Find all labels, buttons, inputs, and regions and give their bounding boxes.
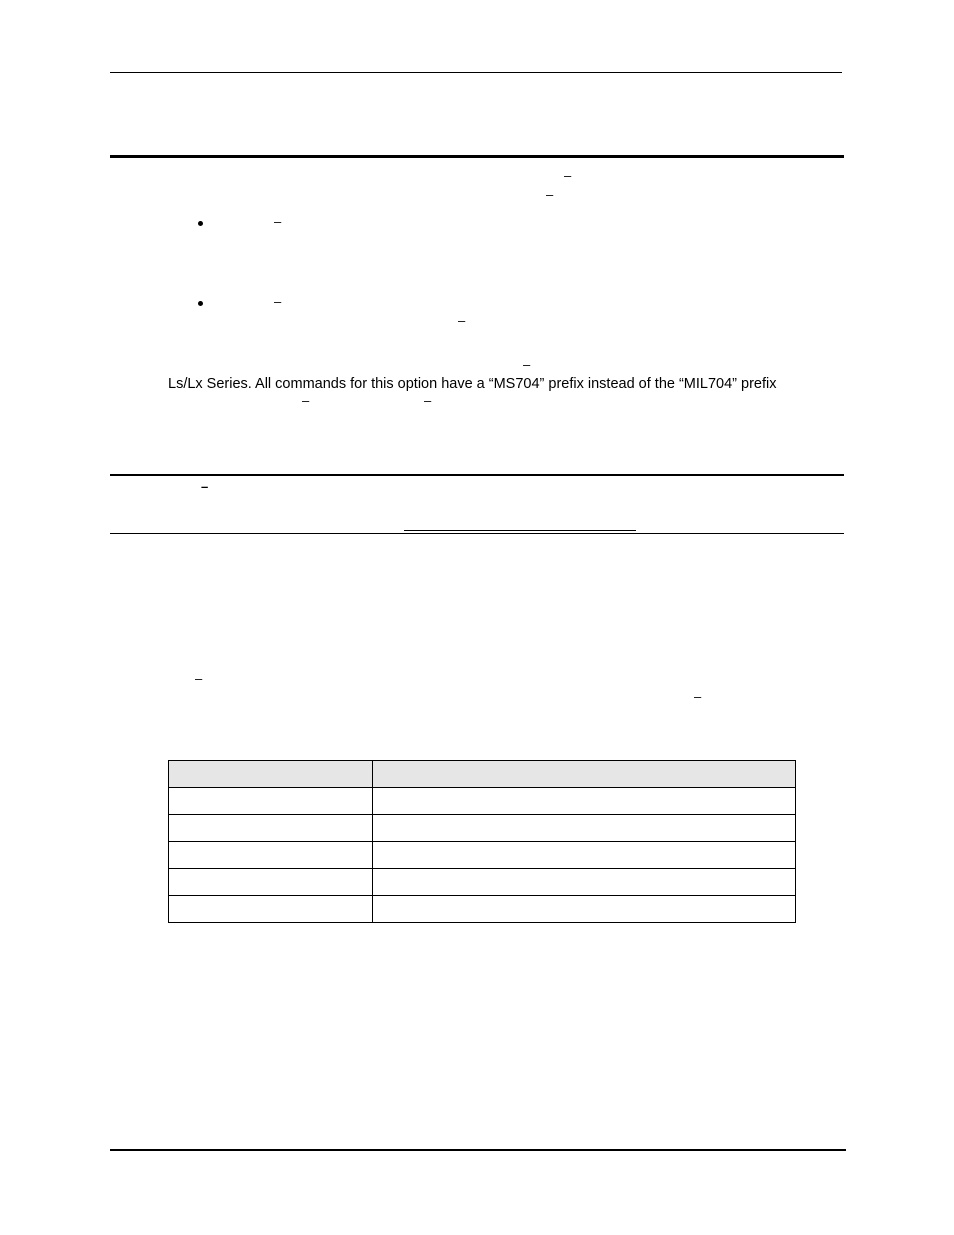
table-cell: [169, 896, 373, 923]
bullet-2-dash-b: –: [458, 313, 466, 328]
bullet-2: [198, 301, 203, 306]
table-cell: [373, 896, 796, 923]
paragraph-dash-2: –: [302, 393, 310, 408]
table-header-row: [169, 761, 796, 788]
section-heading-rule: [110, 155, 844, 158]
table-row: [169, 896, 796, 923]
paragraph-text: Ls/Lx Series. All commands for this option have a “MS704” prefix instead of the “MIL704” prefix: [168, 376, 777, 392]
bullet-2-dash: –: [274, 294, 282, 309]
table-cell: [373, 869, 796, 896]
option-table: [168, 760, 796, 923]
table-header-cell: [169, 761, 373, 788]
table-cell: [169, 842, 373, 869]
lower-dash-1: –: [195, 671, 203, 686]
table-cell: [373, 842, 796, 869]
table-row: [169, 788, 796, 815]
bullet-1: [198, 221, 203, 226]
table-header-cell: [373, 761, 796, 788]
table-row: [169, 842, 796, 869]
table-cell: [373, 815, 796, 842]
intro-dash-1: –: [564, 168, 572, 183]
paragraph-dash-3: –: [424, 393, 432, 408]
table-cell: [169, 869, 373, 896]
table-cell: [169, 788, 373, 815]
intro-dash-2: –: [546, 187, 554, 202]
note-top-rule: [110, 474, 844, 476]
paragraph-dash-1: –: [523, 357, 531, 372]
lower-dash-2: –: [694, 689, 702, 704]
header-rule: [110, 72, 842, 73]
note-bottom-rule: [110, 533, 844, 534]
table-cell: [169, 815, 373, 842]
note-link-underline[interactable]: [404, 530, 636, 531]
table-cell: [373, 788, 796, 815]
bullet-1-dash: –: [274, 214, 282, 229]
note-dash: –: [201, 479, 209, 494]
footer-rule: [110, 1149, 846, 1151]
table-row: [169, 815, 796, 842]
table-row: [169, 869, 796, 896]
